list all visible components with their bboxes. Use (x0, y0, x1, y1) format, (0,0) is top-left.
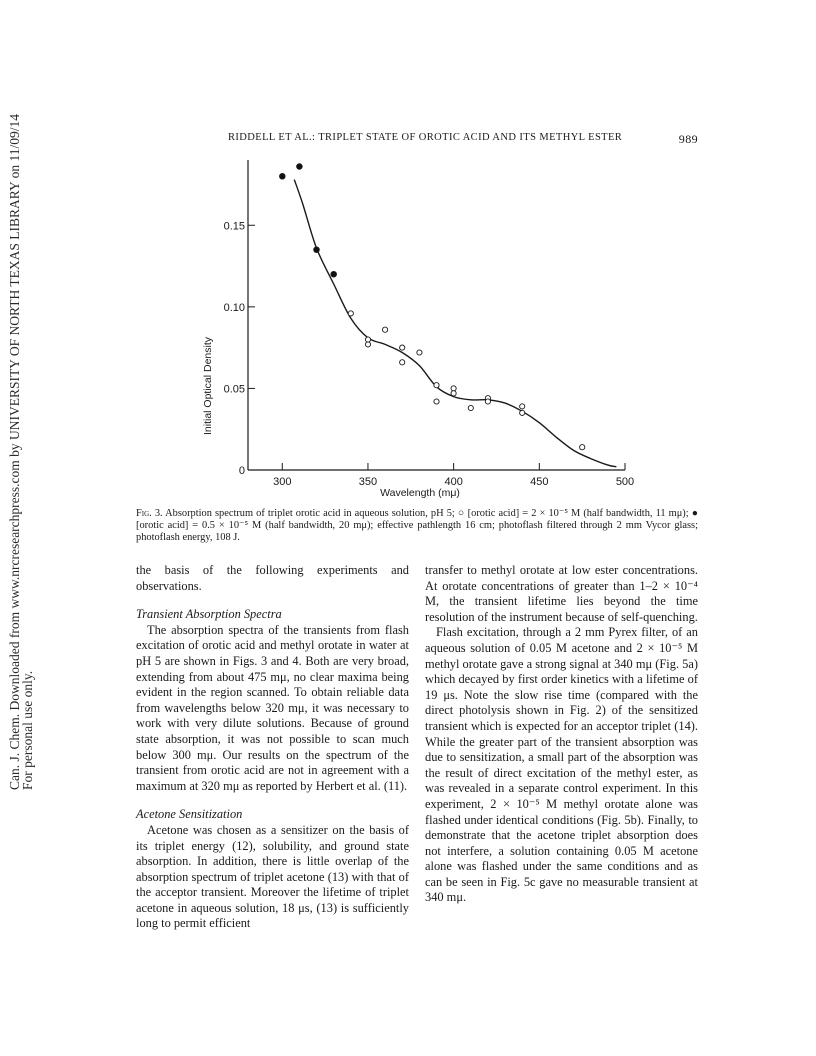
open-data-point (434, 383, 439, 388)
x-tick-label: 300 (273, 476, 292, 488)
filled-data-point (331, 271, 337, 277)
filled-data-point (280, 174, 286, 180)
running-title: RIDDELL ET AL.: TRIPLET STATE OF OROTIC ACID AND ITS METHYL ESTER (228, 132, 623, 143)
y-tick-label: 0 (238, 465, 245, 477)
absorption-spectrum-chart (190, 150, 640, 500)
open-data-point (417, 350, 422, 355)
paragraph: The absorption spectra of the transients from flash excitation of orotic acid and methyl orotate in water at pH 5 are shown in Figs. 3 and 4. Both are very broad, extending from about 475 mμ, no clear maxima being evident in the region scanned. To obtain reliable data from wavelengths below 320 mμ, it was necessary to work with very dilute solutions. Because of ground state absorption, it was not possible to scan much below 300 mμ. Our results on the spectrum of the transient from orotic acid are not in agreement with a maximum at 320 mμ as reported by Herbert et al. (11). (136, 622, 409, 793)
open-data-point (400, 360, 405, 365)
chart-ticks (224, 220, 635, 488)
open-data-point (383, 327, 388, 332)
y-tick-label: 0.15 (223, 220, 245, 233)
paragraph: transfer to methyl orotate at low ester concentrations. At orotate concentrations of greater than 1–2 × 10⁻⁴ M, the transient lifetime lies beyond the time resolution of the instrument because of self-quenching. (425, 563, 698, 624)
right-column (425, 563, 698, 906)
section-heading-acetone-sensitization: Acetone Sensitization (136, 807, 243, 822)
personal-use-notice: For personal use only. (20, 670, 35, 790)
paragraph: Flash excitation, through a 2 mm Pyrex filter, of an aqueous solution of 0.05 M acetone and 2 × 10⁻⁵ M methyl orotate gave a strong signal at 340 mμ (Fig. 5a) which decayed by first order kinetics with a lifetime of 19 μs. Note the slow rise time (compared with the direct photolysis shown in Fig. 2) of the sensitized transient which is expected for an acceptor triplet (14). While the greater part of the transient absorption was due to sensitization, a small part of the absorption was the result of direct excitation of the methyl ester, as was revealed in a separate control experiment. In this experiment, 2 × 10⁻⁵ M methyl orotate alone was flashed under identical conditions (Fig. 5b). Finally, to demonstrate that the acetone triplet absorption does not interfere, a solution containing 0.05 M acetone alone was flashed under the same conditions and as can be seen in Fig. 5c gave no measurable transient at 340 mμ. (425, 625, 698, 905)
caption-text: Absorption spectrum of triplet orotic acid in aqueous solution, pH 5; ○ [orotic acid] = 2 × 10⁻⁵ M (half bandwidth, 11 mμ); ● [orotic acid] = 0.5 × 10⁻⁵ M (half bandwidth, 20 mμ); effective pathlength 16 cm; photoflash filtered through 2 mm Vycor glass; photoflash energy, 108 J. (136, 508, 698, 543)
caption-label: Fig. 3. (136, 508, 163, 519)
page-number: 989 (678, 132, 698, 146)
x-tick-label: 400 (444, 476, 463, 488)
open-data-point (580, 445, 585, 450)
paragraph: the basis of the following experiments and observations. (136, 563, 409, 593)
x-tick-label: 450 (530, 476, 549, 488)
download-notice: Can. J. Chem. Downloaded from www.nrcresearchpress.com by UNIVERSITY OF NORTH TEXAS LIBRARY on 11/09/14 (7, 114, 22, 790)
x-tick-label: 350 (358, 476, 378, 488)
open-data-point (520, 404, 525, 409)
y-axis-label: Initial Optical Density (202, 336, 214, 436)
x-axis-label: Wavelength (mμ) (380, 487, 460, 499)
open-data-point (485, 399, 490, 404)
open-data-point (365, 337, 370, 342)
open-data-point (434, 399, 439, 404)
open-data-point (400, 345, 405, 350)
section-heading-transient-spectra: Transient Absorption Spectra (136, 607, 282, 622)
paragraph: Acetone was chosen as a sensitizer on the basis of its triplet energy (12), solubility, and ground state absorption. In addition, there is little overlap of the absorption spectrum of triplet acetone (13) with that of the acceptor transient. Moreover the lifetime of triplet acetone in aqueous solution, 18 μs, (13) is sufficiently long to permit efficient (136, 822, 409, 931)
open-data-point (365, 342, 370, 347)
open-data-point (451, 391, 456, 396)
data-points (280, 164, 585, 450)
filled-data-point (314, 247, 320, 253)
open-data-point (348, 311, 353, 316)
left-column (136, 563, 409, 932)
y-tick-label: 0.05 (223, 383, 245, 396)
y-tick-label: 0.10 (223, 301, 245, 314)
download-watermark (7, 114, 36, 790)
x-tick-label: 500 (615, 476, 635, 488)
open-data-point (451, 386, 456, 391)
open-data-point (520, 410, 525, 415)
open-data-point (468, 405, 473, 410)
chart-axes (248, 160, 625, 470)
fitted-curve (294, 180, 616, 467)
running-header (228, 132, 698, 146)
figure-caption (136, 508, 698, 544)
filled-data-point (297, 164, 303, 170)
